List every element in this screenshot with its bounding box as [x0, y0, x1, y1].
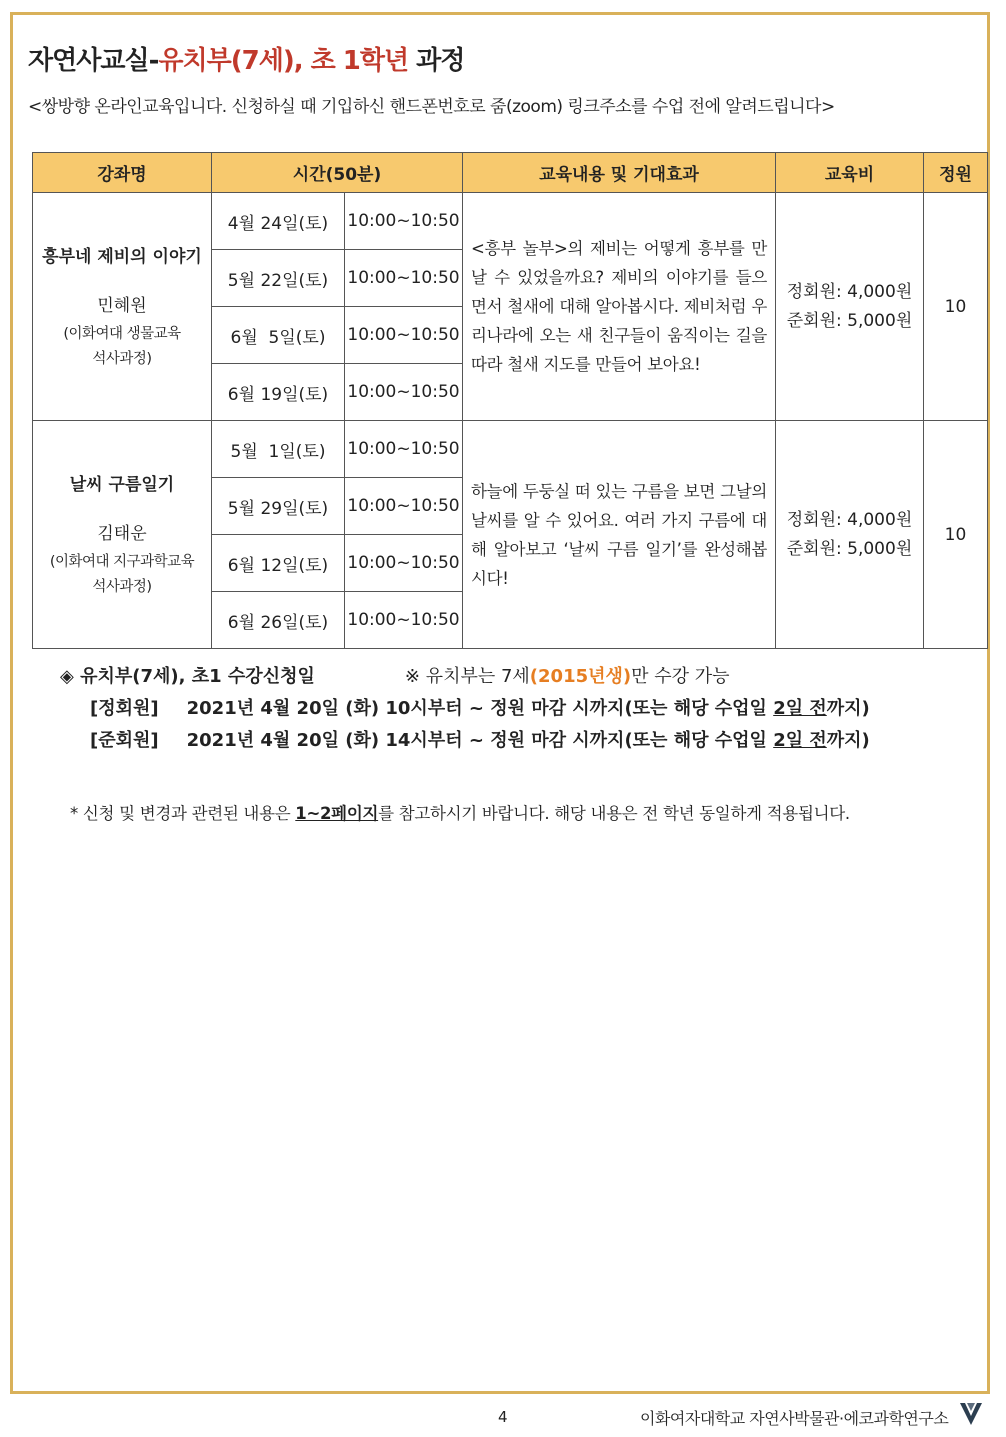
- session-date: 6월 5일(토): [212, 307, 345, 364]
- course-capacity: 10: [924, 193, 988, 421]
- session-date: 6월 12일(토): [212, 535, 345, 592]
- course-table: [32, 152, 988, 649]
- registration-heading: ◈ 유치부(7세), 초1 수강신청일: [60, 666, 315, 687]
- regular-date: 2021년 4월 20일 (화) 10시부터 ~ 정원 마감 시까지(또는 해당 수업일 2일 전까지): [186, 698, 870, 719]
- associate-label: [준회원]: [90, 730, 159, 751]
- course-name: 흥부네 제비의 이야기: [42, 246, 202, 267]
- session-time: 10:00~10:50: [345, 478, 463, 535]
- session-date: 6월 26일(토): [212, 592, 345, 649]
- course-info-cell: [33, 193, 212, 421]
- session-date: 5월 1일(토): [212, 421, 345, 478]
- session-time: 10:00~10:50: [345, 592, 463, 649]
- course-description: 하늘에 두둥실 떠 있는 구름을 보면 그날의 날씨를 알 수 있어요. 여러 가지 구름에 대해 알아보고 ‘날씨 구름 일기’를 완성해봅시다!: [463, 421, 776, 649]
- page-subtitle: <쌍방향 온라인교육입니다. 신청하실 때 기입하신 핸드폰번호로 줌(zoom) 링크주소를 수업 전에 알려드립니다>: [28, 97, 835, 117]
- session-time: 10:00~10:50: [345, 421, 463, 478]
- header-content: 교육내용 및 기대효과: [463, 153, 776, 193]
- course-description: <흥부 놀부>의 제비는 어떻게 흥부를 만날 수 있었을까요? 제비의 이야기를 들으면서 철새에 대해 알아봅시다. 제비처럼 우리나라에 오는 새 친구들이 움직이는 길을 따라 철새 지도를 만들어 보아요!: [463, 193, 776, 421]
- table-row: [33, 193, 988, 250]
- course-capacity: 10: [924, 421, 988, 649]
- instructor-affiliation: (이화여대 지구과학교육 석사과정): [49, 553, 195, 595]
- session-time: 10:00~10:50: [345, 535, 463, 592]
- session-time: 10:00~10:50: [345, 193, 463, 250]
- session-date: 4월 24일(토): [212, 193, 345, 250]
- page-title: [28, 40, 464, 77]
- title-highlight: 유치부(7세), 초 1학년: [158, 46, 409, 76]
- session-time: 10:00~10:50: [345, 250, 463, 307]
- title-part-1: 자연사교실-: [28, 46, 159, 76]
- regular-member-row: [60, 694, 870, 726]
- course-fee: 정회원: 4,000원 준회원: 5,000원: [776, 421, 924, 649]
- session-time: 10:00~10:50: [345, 307, 463, 364]
- page-reference-link: 1~2페이지: [295, 804, 379, 823]
- footnote: * 신청 및 변경과 관련된 내용은 1~2페이지를 참고하시기 바랍니다. 해당 내용은 전 학년 동일하게 적용됩니다.: [70, 804, 850, 823]
- registration-heading-row: [60, 662, 870, 694]
- instructor-name: 민혜원: [97, 295, 147, 316]
- table-header-row: [33, 153, 988, 193]
- regular-label: [정회원]: [90, 698, 159, 719]
- header-course-name: 강좌명: [33, 153, 212, 193]
- ewha-logo-icon: [958, 1400, 984, 1428]
- session-date: 5월 29일(토): [212, 478, 345, 535]
- organization-name: 이화여자대학교 자연사박물관·에코과학연구소: [640, 1409, 949, 1428]
- header-fee: 교육비: [776, 153, 924, 193]
- header-time: 시간(50분): [212, 153, 463, 193]
- instructor-affiliation: (이화여대 생물교육 석사과정): [63, 325, 181, 367]
- instructor-name: 김태운: [97, 523, 147, 544]
- header-capacity: 정원: [924, 153, 988, 193]
- associate-date: 2021년 4월 20일 (화) 14시부터 ~ 정원 마감 시까지(또는 해당 수업일 2일 전까지): [186, 730, 870, 751]
- kinder-note: ※ 유치부는 7세(2015년생)만 수강 가능: [404, 666, 730, 687]
- session-date: 6월 19일(토): [212, 364, 345, 421]
- course-info-cell: [33, 421, 212, 649]
- registration-notes: [60, 662, 870, 758]
- associate-member-row: [60, 726, 870, 758]
- session-date: 5월 22일(토): [212, 250, 345, 307]
- session-time: 10:00~10:50: [345, 364, 463, 421]
- table-row: [33, 421, 988, 478]
- page-number: 4: [498, 1408, 508, 1426]
- course-name: 날씨 구름일기: [69, 474, 175, 495]
- title-part-3: 과정: [408, 46, 465, 76]
- course-fee: 정회원: 4,000원 준회원: 5,000원: [776, 193, 924, 421]
